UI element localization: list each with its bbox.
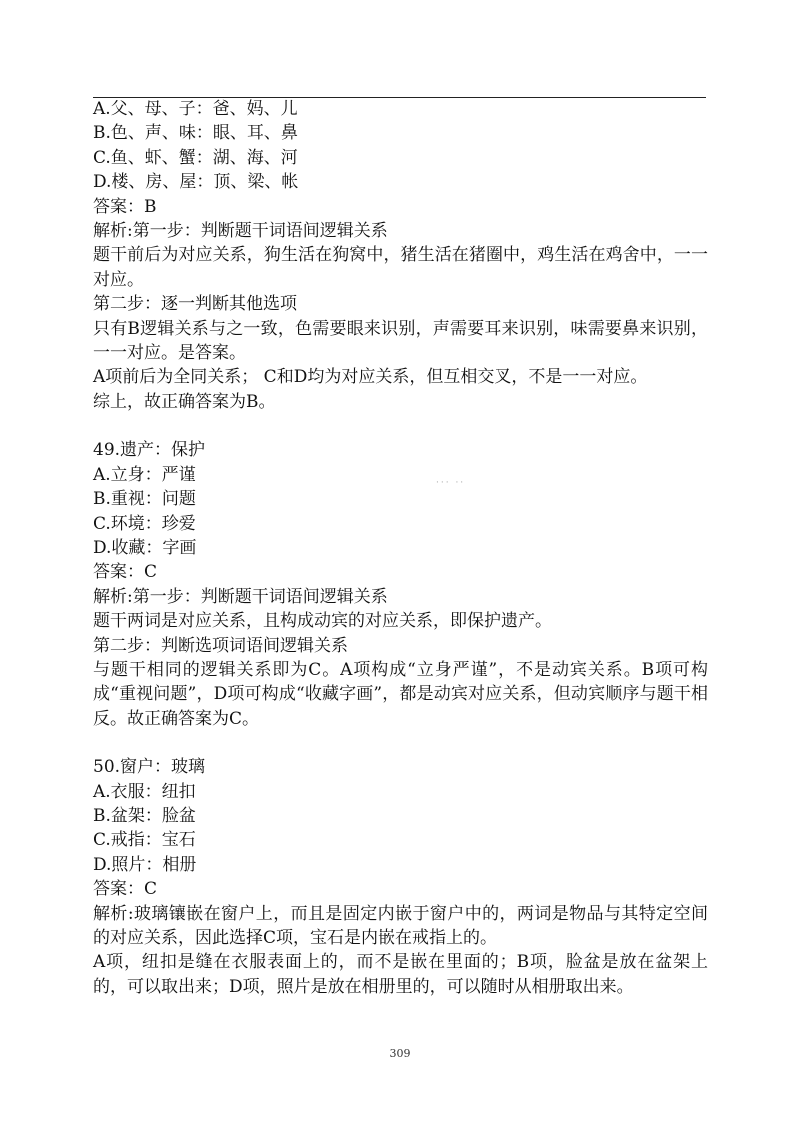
- analysis-paragraph: 题干前后为对应关系，狗生活在狗窝中，猪生活在猪圈中，鸡生活在鸡舍中，一一对应。: [93, 245, 708, 290]
- option-b: B.色、声、味：眼、耳、鼻: [93, 123, 298, 144]
- option-a: A.衣服：纽扣: [93, 781, 196, 802]
- analysis-step-1: 解析:第一步：判断题干词语间逻辑关系: [93, 586, 388, 607]
- analysis-paragraph: 只有B逻辑关系与之一致，色需要眼来识别，声需要耳来识别，味需要鼻来识别，一一对应。是答案。: [93, 318, 708, 364]
- analysis-paragraph: 与题干相同的逻辑关系即为C。A项构成“立身严谨”，不是动宾关系。B项可构成“重视问题”，D项可构成“收藏字画”，都是动宾对应关系，但动宾顺序与题干相反。故正确答案为C。: [93, 659, 708, 729]
- question-48: [93, 97, 708, 414]
- analysis-paragraph: A项前后为全同关系； C和D均为对应关系，但互相交叉，不是一一对应。: [93, 367, 648, 388]
- spacer: [93, 414, 708, 438]
- answer: 答案：C: [93, 562, 158, 583]
- analysis-conclusion: 综上，故正确答案为B。: [93, 391, 276, 412]
- page-number: 309: [389, 1047, 411, 1060]
- option-c: C.环境：珍爱: [93, 513, 196, 534]
- question-50: [93, 755, 708, 999]
- option-a: A.立身：严谨: [93, 464, 196, 485]
- option-b: B.重视：问题: [93, 489, 196, 510]
- option-a: A.父、母、子：爸、妈、儿: [93, 99, 298, 119]
- question-49: [93, 438, 708, 731]
- answer: 答案：C: [93, 879, 158, 900]
- answer: 答案：B: [93, 196, 157, 217]
- analysis-paragraph: 解析:玻璃镶嵌在窗户上，而且是固定内嵌于窗户中的，两词是物品与其特定空间的对应关系，因此选择C项，宝石是内嵌在戒指上的。: [93, 903, 708, 948]
- analysis-paragraph: A项，纽扣是缝在衣服表面上的，而不是嵌在里面的；B项，脸盆是放在盆架上的，可以取出来；D项，照片是放在相册里的，可以随时从相册取出来。: [93, 952, 708, 997]
- option-d: D.照片：相册: [93, 854, 197, 875]
- option-c: C.鱼、虾、蟹：湖、海、河: [93, 147, 298, 168]
- option-d: D.楼、房、屋：顶、梁、帐: [93, 172, 299, 193]
- scan-artifact: ··· ··: [436, 478, 466, 488]
- analysis-step-2: 第二步：逐一判断其他选项: [93, 294, 297, 315]
- question-stem: 50.窗户：玻璃: [93, 757, 206, 778]
- spacer: [93, 731, 708, 755]
- option-c: C.戒指：宝石: [93, 830, 196, 851]
- option-b: B.盆架：脸盆: [93, 805, 196, 826]
- analysis-paragraph: 题干两词是对应关系，且构成动宾的对应关系，即保护遗产。: [93, 611, 552, 632]
- page-body: [93, 97, 708, 999]
- question-stem: 49.遗产：保护: [93, 440, 206, 461]
- analysis-step-2: 第二步：判断选项词语间逻辑关系: [93, 635, 348, 656]
- analysis-step-1: 解析:第一步：判断题干词语间逻辑关系: [93, 221, 388, 242]
- option-d: D.收藏：字画: [93, 537, 197, 558]
